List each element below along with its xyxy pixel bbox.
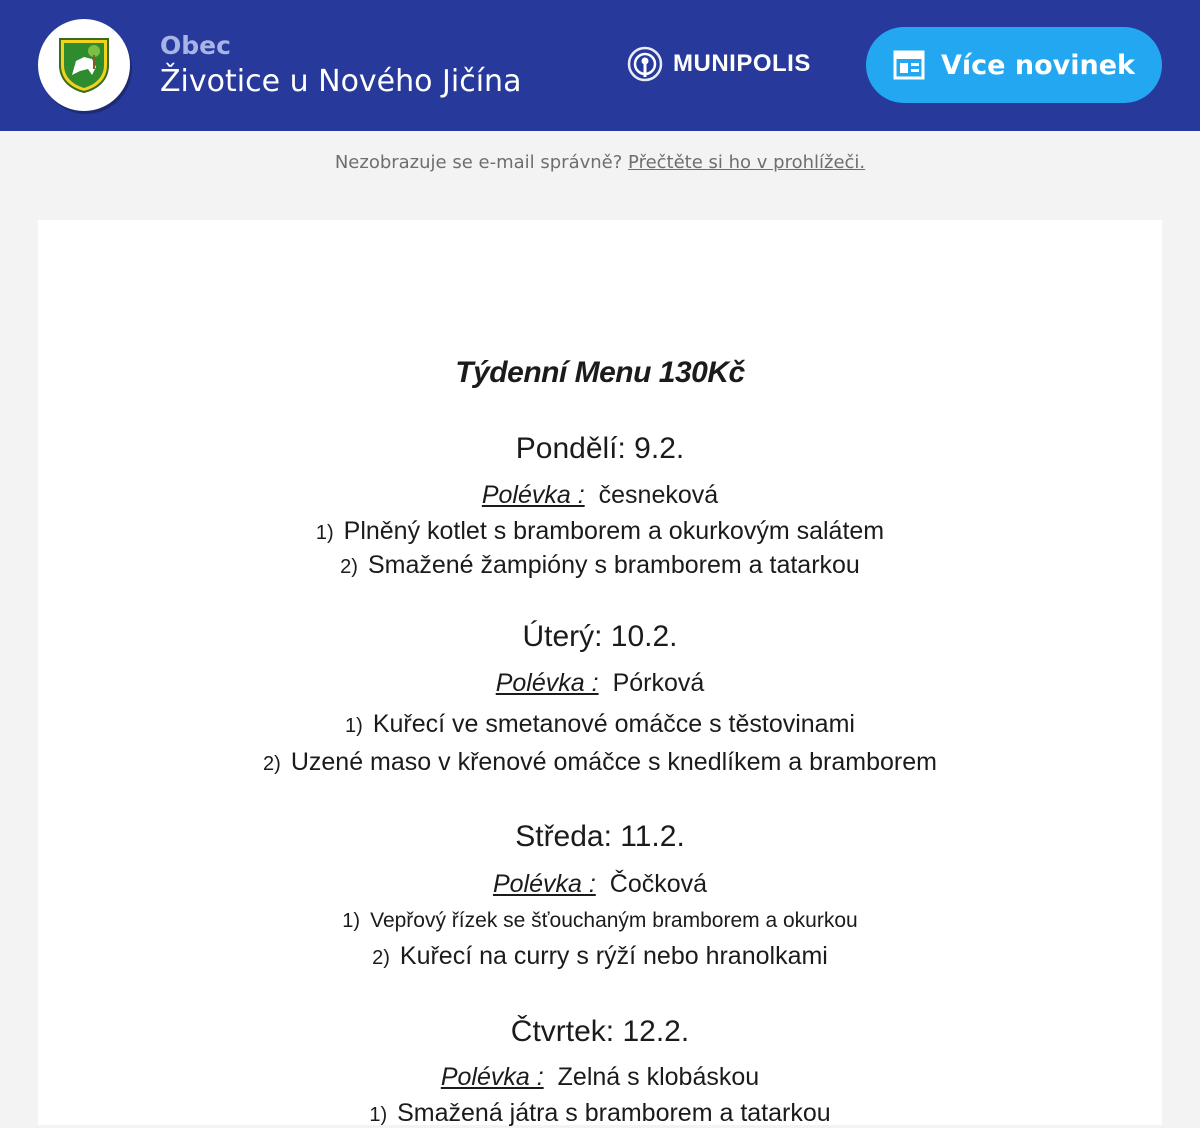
dish-number: 1)	[342, 910, 361, 932]
dish-line	[38, 748, 1162, 777]
dish-line	[38, 942, 1162, 971]
dish-line	[38, 517, 1162, 546]
dish-number: 1)	[369, 1104, 388, 1126]
dish-text: Smažená játra s bramborem a tatarkou	[397, 1099, 831, 1127]
view-in-browser-link[interactable]: Přečtěte si ho v prohlížeči.	[628, 152, 866, 173]
dish-text: Kuřecí ve smetanové omáčce s těstovinami	[372, 710, 855, 738]
more-news-button[interactable]	[866, 27, 1162, 103]
town-name: Životice u Nového Jičína	[160, 64, 522, 99]
dish-line	[38, 909, 1162, 933]
notice-text: Nezobrazuje se e-mail správně?	[334, 152, 623, 173]
dish-number: 1)	[345, 715, 363, 737]
soup-name: Čočková	[609, 870, 708, 898]
soup-line	[38, 870, 1162, 899]
dish-text: Plněný kotlet s bramborem a okurkovým salátem	[343, 517, 885, 545]
broadcast-icon	[627, 46, 663, 82]
dish-line	[38, 710, 1162, 739]
day-heading: Pondělí: 9.2.	[515, 432, 685, 465]
dish-number: 2)	[263, 753, 281, 775]
more-news-label: Více novinek	[941, 49, 1135, 81]
dish-text: Uzené maso v křenové omáčce s knedlíkem a bramborem	[290, 748, 937, 776]
soup-name: Pórková	[612, 669, 705, 697]
dish-line	[38, 1099, 1162, 1128]
newsletter-card	[38, 220, 1162, 1125]
soup-label: Polévka :	[495, 669, 599, 697]
soup-line	[38, 481, 1162, 510]
soup-line	[38, 669, 1162, 698]
soup-label: Polévka :	[481, 481, 585, 509]
day-heading: Úterý: 10.2.	[522, 620, 678, 653]
dish-number: 2)	[372, 947, 390, 969]
soup-name: česneková	[598, 481, 719, 509]
dish-line	[38, 551, 1162, 580]
coat-of-arms-logo[interactable]	[38, 19, 130, 111]
soup-line	[38, 1063, 1162, 1092]
menu-title: Týdenní Menu 130Kč	[455, 356, 745, 389]
browser-notice	[0, 152, 1200, 173]
dish-text: Vepřový řízek se šťouchaným bramborem a okurkou	[370, 909, 858, 932]
soup-label: Polévka :	[492, 870, 596, 898]
dish-number: 2)	[340, 556, 358, 578]
day-heading: Čtvrtek: 12.2.	[510, 1015, 690, 1048]
town-subtitle: Obec	[160, 31, 231, 60]
soup-label: Polévka :	[440, 1063, 544, 1091]
newspaper-icon	[893, 49, 925, 81]
coat-of-arms-icon	[58, 37, 110, 93]
dish-text: Kuřecí na curry s rýží nebo hranolkami	[399, 942, 828, 970]
dish-number: 1)	[315, 522, 334, 544]
munipolis-brand[interactable]	[627, 46, 811, 82]
header	[0, 0, 1200, 131]
dish-text: Smažené žampióny s bramborem a tatarkou	[367, 551, 860, 579]
soup-name: Zelná s klobáskou	[557, 1063, 760, 1091]
brand-name: MUNIPOLIS	[673, 50, 811, 77]
day-heading: Středa: 11.2.	[515, 820, 685, 853]
